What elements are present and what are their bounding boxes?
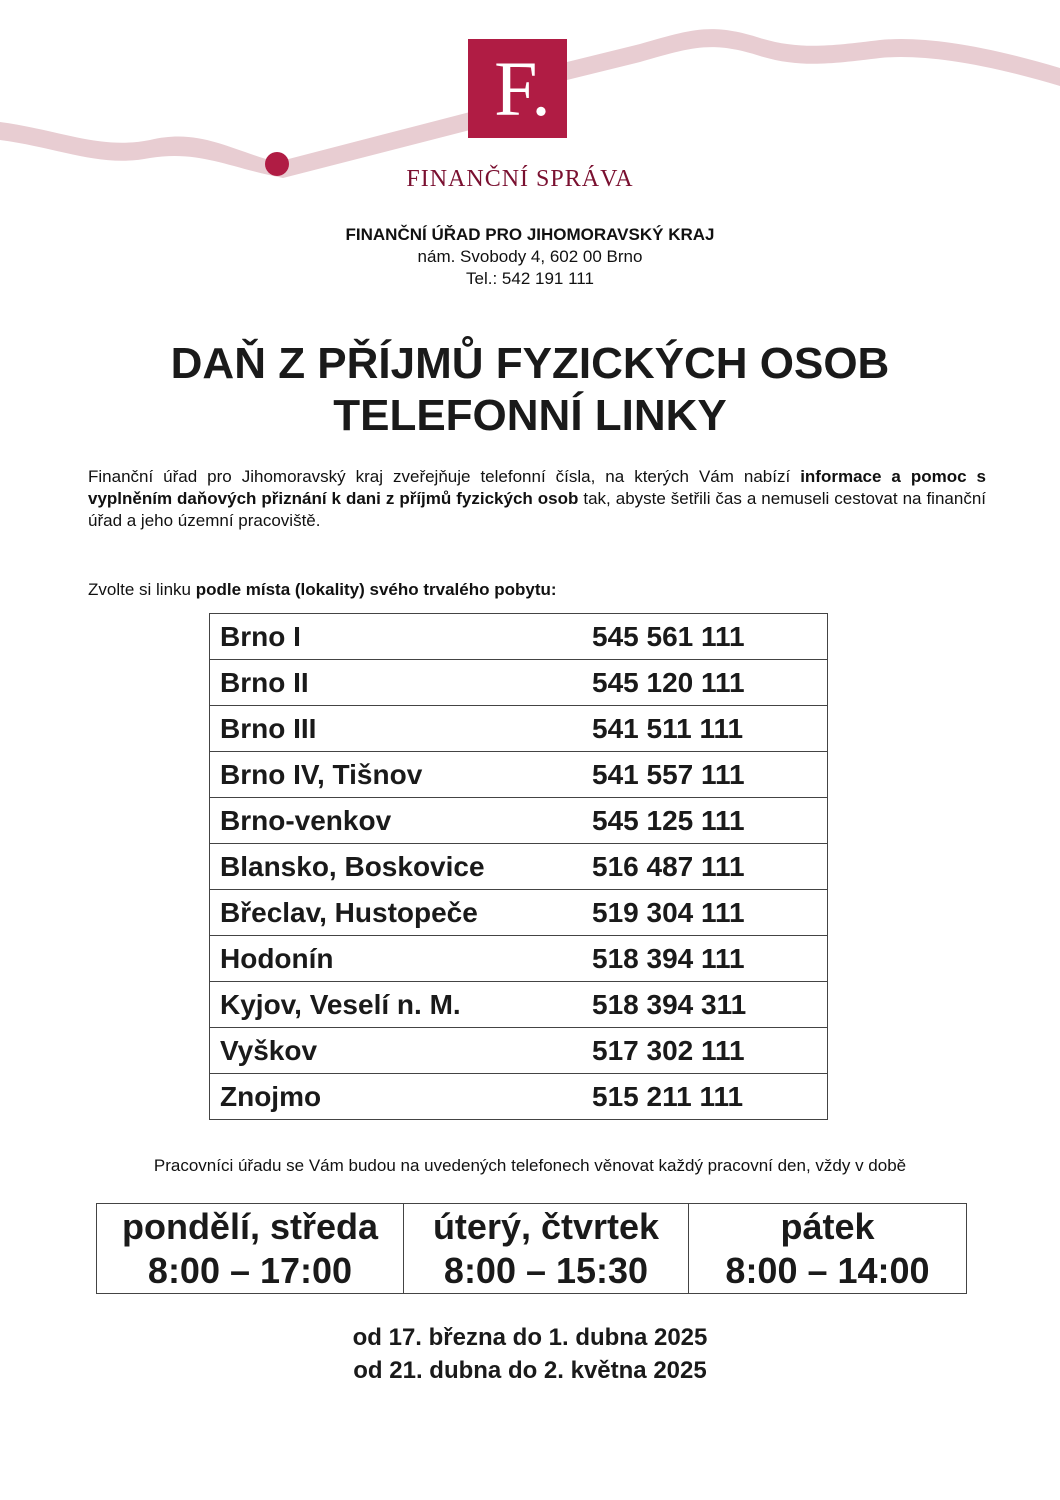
intro-part-1: Finanční úřad pro Jihomoravský kraj zveřejňuje telefonní čísla, na kterých Vám nabízí <box>88 467 801 486</box>
phone-number: 516 487 111 <box>592 844 828 890</box>
table-row <box>210 706 828 752</box>
office-phone: Tel.: 542 191 111 <box>466 269 594 288</box>
phone-number: 541 557 111 <box>592 752 828 798</box>
hours-days: úterý, čtvrtek <box>432 1205 660 1247</box>
choose-bold: podle místa (lokality) svého trvalého pobytu: <box>195 580 557 599</box>
phone-location: Břeclav, Hustopeče <box>210 890 593 936</box>
logo-box <box>468 39 567 138</box>
phone-location: Brno-venkov <box>210 798 593 844</box>
phone-number: 519 304 111 <box>592 890 828 936</box>
date-range: od 17. března do 1. dubna 2025 <box>352 1324 708 1351</box>
hours-time: 8:00 – 15:30 <box>443 1249 649 1291</box>
table-row <box>210 798 828 844</box>
phone-number: 545 120 111 <box>592 660 828 706</box>
title-line-1: DAŇ Z PŘÍJMŮ FYZICKÝCH OSOB <box>170 339 890 388</box>
phone-table <box>209 613 828 1120</box>
table-row <box>210 982 828 1028</box>
phone-number: 541 511 111 <box>592 706 828 752</box>
workers-note: Pracovníci úřadu se Vám budou na uvedených telefonech věnovat každý pracovní den, vždy v době <box>153 1156 907 1175</box>
phone-location: Brno III <box>210 706 593 752</box>
choose-line <box>88 580 557 600</box>
hours-cell-fri <box>689 1204 967 1294</box>
phone-location: Blansko, Boskovice <box>210 844 593 890</box>
title-line-2: TELEFONNÍ LINKY <box>333 391 727 440</box>
phone-number: 517 302 111 <box>592 1028 828 1074</box>
office-info <box>0 224 1060 290</box>
hours-time: 8:00 – 17:00 <box>147 1249 353 1291</box>
intro-part-2: tak, abyste šetřili čas a nemuseli cestovat na finanční úřad a jeho územní pracoviště. <box>88 489 987 530</box>
brand-name: FINANČNÍ SPRÁVA <box>406 166 634 192</box>
table-row <box>210 1028 828 1074</box>
office-name: FINANČNÍ ÚŘAD PRO JIHOMORAVSKÝ KRAJ <box>345 225 715 244</box>
table-row <box>210 1074 828 1120</box>
phone-number: 518 394 111 <box>592 936 828 982</box>
date-range: od 21. dubna do 2. května 2025 <box>353 1357 707 1384</box>
table-row <box>210 614 828 660</box>
intro-bold: informace a pomoc s vyplněním daňových přiznání k dani z příjmů fyzických osob <box>88 467 986 508</box>
phone-location: Brno IV, Tišnov <box>210 752 593 798</box>
hours-time: 8:00 – 14:00 <box>725 1249 930 1291</box>
table-row <box>210 844 828 890</box>
phone-location: Brno I <box>210 614 593 660</box>
phone-location: Znojmo <box>210 1074 593 1120</box>
phone-number: 545 125 111 <box>592 798 828 844</box>
choose-prefix: Zvolte si linku <box>88 580 196 599</box>
hours-days: pondělí, středa <box>121 1205 379 1247</box>
intro-paragraph <box>88 466 986 532</box>
table-row <box>210 660 828 706</box>
table-row <box>210 890 828 936</box>
hours-cell-tue-thu <box>404 1204 689 1294</box>
hours-table <box>96 1203 967 1294</box>
date-ranges <box>0 1321 1060 1387</box>
phone-location: Brno II <box>210 660 593 706</box>
hours-days: pátek <box>780 1205 875 1247</box>
page-title <box>0 338 1060 442</box>
hours-cell-mon-wed <box>97 1204 404 1294</box>
table-row <box>210 752 828 798</box>
phone-location: Hodonín <box>210 936 593 982</box>
phone-location: Vyškov <box>210 1028 593 1074</box>
table-row <box>210 936 828 982</box>
office-address: nám. Svobody 4, 602 00 Brno <box>417 247 643 266</box>
phone-location: Kyjov, Veselí n. M. <box>210 982 593 1028</box>
logo-letter: F. <box>494 44 551 132</box>
phone-number: 545 561 111 <box>592 614 828 660</box>
phone-number: 515 211 111 <box>592 1074 828 1120</box>
logo-dot <box>265 152 289 176</box>
phone-number: 518 394 311 <box>592 982 828 1028</box>
